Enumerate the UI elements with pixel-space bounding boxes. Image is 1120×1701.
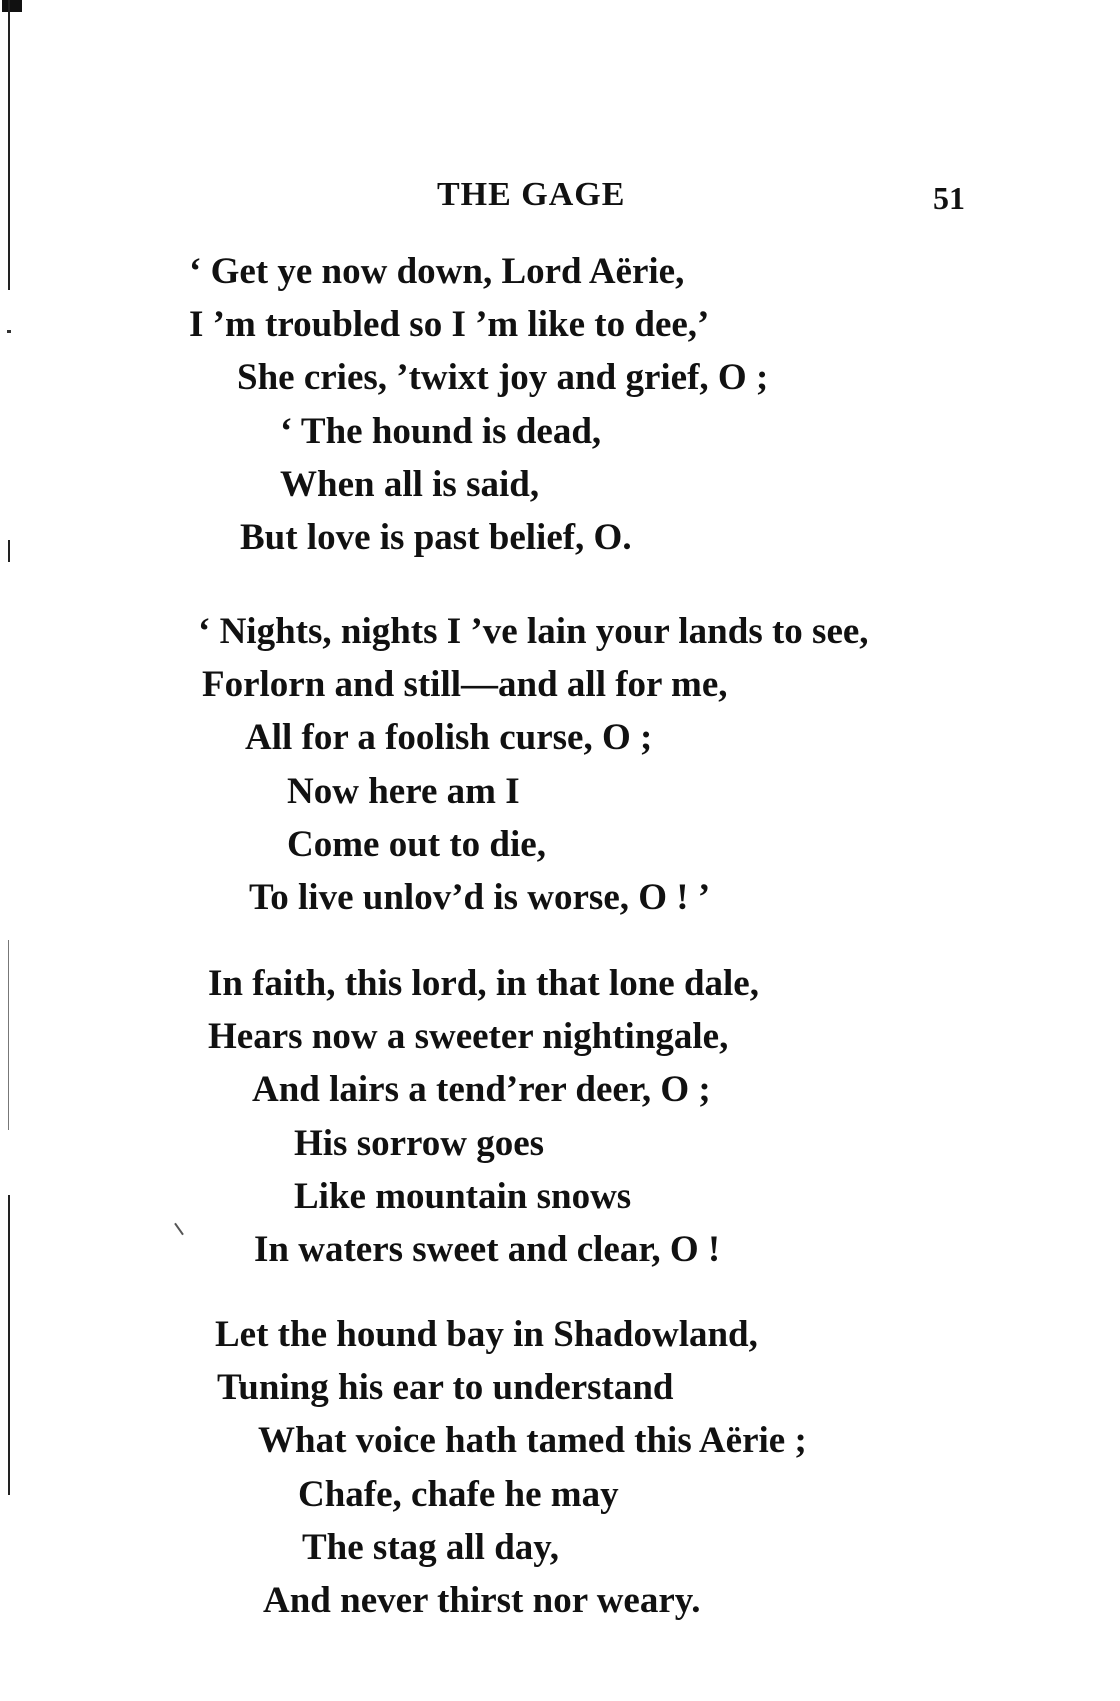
- running-title: THE GAGE: [437, 176, 626, 213]
- verse-line: I ’m troubled so I ’m like to dee,’: [189, 304, 710, 345]
- verse-line: ‘ Get ye now down, Lord Aërie,: [189, 251, 685, 292]
- scan-margin-tick: [7, 330, 11, 333]
- scan-margin-rule: [8, 940, 9, 1130]
- verse-line: But love is past belief, O.: [240, 517, 632, 558]
- verse-line: What voice hath tamed this Aërie ;: [258, 1420, 807, 1461]
- verse-line: Like mountain snows: [294, 1176, 632, 1217]
- verse-line: And never thirst nor weary.: [263, 1580, 701, 1621]
- verse-line: His sorrow goes: [294, 1123, 545, 1164]
- verse-line: In faith, this lord, in that lone dale,: [208, 963, 759, 1004]
- verse-line: She cries, ’twixt joy and grief, O ;: [237, 357, 769, 398]
- scan-margin-rule: [8, 540, 10, 562]
- scan-margin-rule: [8, 1195, 10, 1495]
- verse-line: Chafe, chafe he may: [298, 1474, 619, 1515]
- scan-speck: [174, 1223, 184, 1236]
- verse-line: When all is said,: [280, 464, 540, 505]
- verse-line: ‘ The hound is dead,: [280, 411, 602, 452]
- verse-line: Forlorn and still—and all for me,: [202, 664, 728, 705]
- verse-line: Let the hound bay in Shadowland,: [215, 1314, 758, 1355]
- scan-corner-mark: [2, 0, 22, 12]
- page-number: 51: [933, 180, 965, 216]
- verse-line: Tuning his ear to understand: [217, 1367, 674, 1408]
- verse-line: In waters sweet and clear, O !: [254, 1229, 721, 1270]
- verse-line: All for a foolish curse, O ;: [245, 717, 653, 758]
- verse-line: The stag all day,: [302, 1527, 559, 1568]
- verse-line: To live unlov’d is worse, O ! ’: [249, 877, 711, 918]
- scan-margin-rule: [8, 0, 10, 290]
- verse-line: And lairs a tend’rer deer, O ;: [252, 1069, 711, 1110]
- verse-line: ‘ Nights, nights I ’ve lain your lands to see,: [198, 611, 869, 652]
- verse-line: Now here am I: [287, 771, 520, 812]
- verse-line: Come out to die,: [287, 824, 546, 865]
- verse-line: Hears now a sweeter nightingale,: [208, 1016, 729, 1057]
- running-head: [0, 176, 1120, 220]
